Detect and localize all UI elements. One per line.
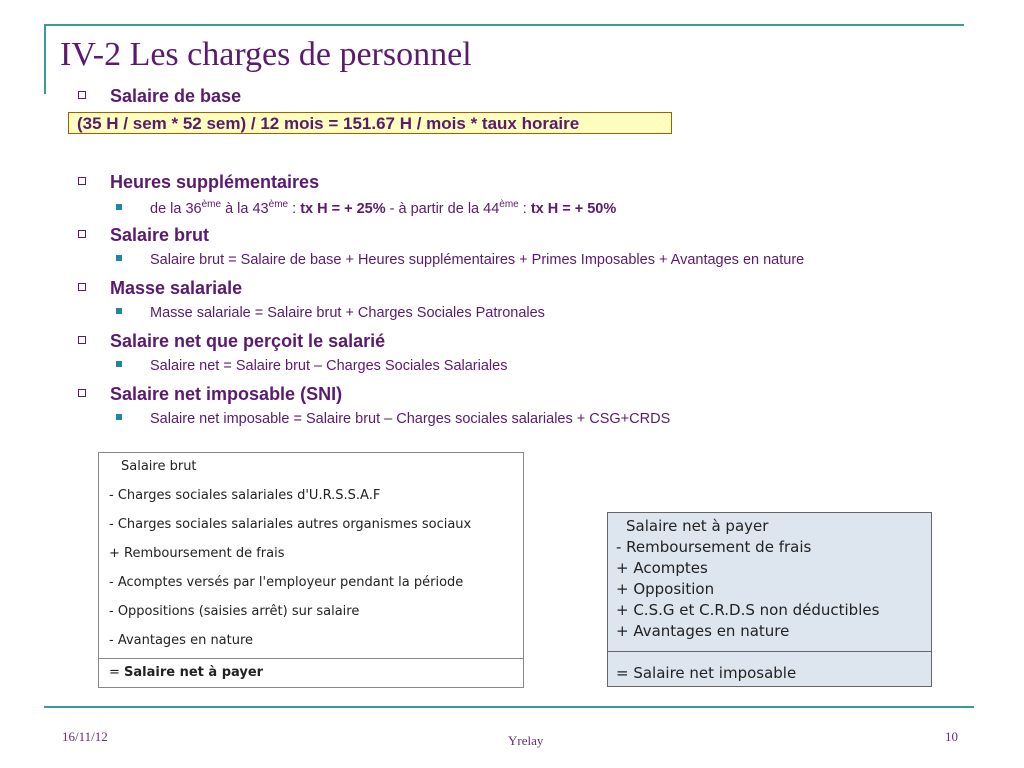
- box-left-line: - Oppositions (saisies arrêt) sur salaire: [109, 604, 360, 619]
- filled-square-bullet-icon: [116, 361, 122, 367]
- filled-square-bullet-icon: [116, 255, 122, 261]
- square-bullet-icon: [78, 389, 86, 397]
- item-salaire-brut: Salaire brut = Salaire de base + Heures supplémentaires + Primes Imposables + Avantages en nature: [116, 252, 804, 268]
- heading-salaire-net-imposable: Salaire net imposable (SNI): [78, 384, 342, 405]
- square-bullet-icon: [78, 91, 86, 99]
- box-left-line: - Acomptes versés par l'employeur pendant la période: [109, 575, 464, 590]
- top-rule: [44, 24, 964, 26]
- heading-masse-salariale: Masse salariale: [78, 278, 242, 299]
- square-bullet-icon: [78, 230, 86, 238]
- box-right-line: + Acomptes: [616, 559, 708, 577]
- salaire-net-a-payer-table: [98, 452, 524, 688]
- left-rule: [44, 24, 46, 94]
- box-right-result: = Salaire net imposable: [616, 664, 797, 682]
- heading-salaire-brut: Salaire brut: [78, 225, 209, 246]
- box-left-line: - Charges sociales salariales autres organismes sociaux: [109, 517, 472, 532]
- item-heures-supplementaires: de la 36ème à la 43ème : tx H = + 25% - à partir de la 44ème : tx H = + 50%: [116, 199, 616, 217]
- heading-heures-supplementaires: Heures supplémentaires: [78, 172, 319, 193]
- square-bullet-icon: [78, 177, 86, 185]
- box-left-result: = Salaire net à payer: [109, 665, 264, 680]
- formula-salaire-de-base: (35 H / sem * 52 sem) / 12 mois = 151.67 H / mois * taux horaire: [68, 112, 672, 134]
- box-right-line: Salaire net à payer: [626, 517, 769, 535]
- item-masse-salariale: Masse salariale = Salaire brut + Charges Sociales Patronales: [116, 305, 545, 321]
- footer-date: 16/11/12: [62, 729, 108, 744]
- heading-salaire-de-base: Salaire de base: [78, 86, 241, 107]
- heading-salaire-net: Salaire net que perçoit le salarié: [78, 331, 385, 352]
- box-right-line: - Remboursement de frais: [616, 538, 812, 556]
- footer-page-number: 10: [945, 729, 958, 744]
- filled-square-bullet-icon: [116, 308, 122, 314]
- box-left-line: - Charges sociales salariales d'U.R.S.S.A.F: [109, 488, 381, 503]
- box-left-line: + Remboursement de frais: [109, 546, 285, 561]
- filled-square-bullet-icon: [116, 414, 122, 420]
- box-right-line: + Avantages en nature: [616, 622, 790, 640]
- bottom-rule: [44, 706, 974, 708]
- salaire-net-imposable-table: [607, 512, 932, 687]
- square-bullet-icon: [78, 283, 86, 291]
- square-bullet-icon: [78, 336, 86, 344]
- box-right-line: + Opposition: [616, 580, 715, 598]
- box-left-divider: [99, 658, 523, 659]
- item-salaire-net: Salaire net = Salaire brut – Charges Sociales Salariales: [116, 358, 507, 374]
- footer-author: Yrelay: [508, 733, 544, 748]
- box-right-divider: [608, 651, 931, 652]
- box-right-line: + C.S.G et C.R.D.S non déductibles: [616, 601, 880, 619]
- filled-square-bullet-icon: [116, 204, 122, 210]
- item-salaire-net-imposable: Salaire net imposable = Salaire brut – Charges sociales salariales + CSG+CRDS: [116, 411, 670, 427]
- box-left-line: Salaire brut: [121, 459, 197, 474]
- slide-title: IV-2 Les charges de personnel: [60, 36, 472, 73]
- box-left-line: - Avantages en nature: [109, 633, 254, 648]
